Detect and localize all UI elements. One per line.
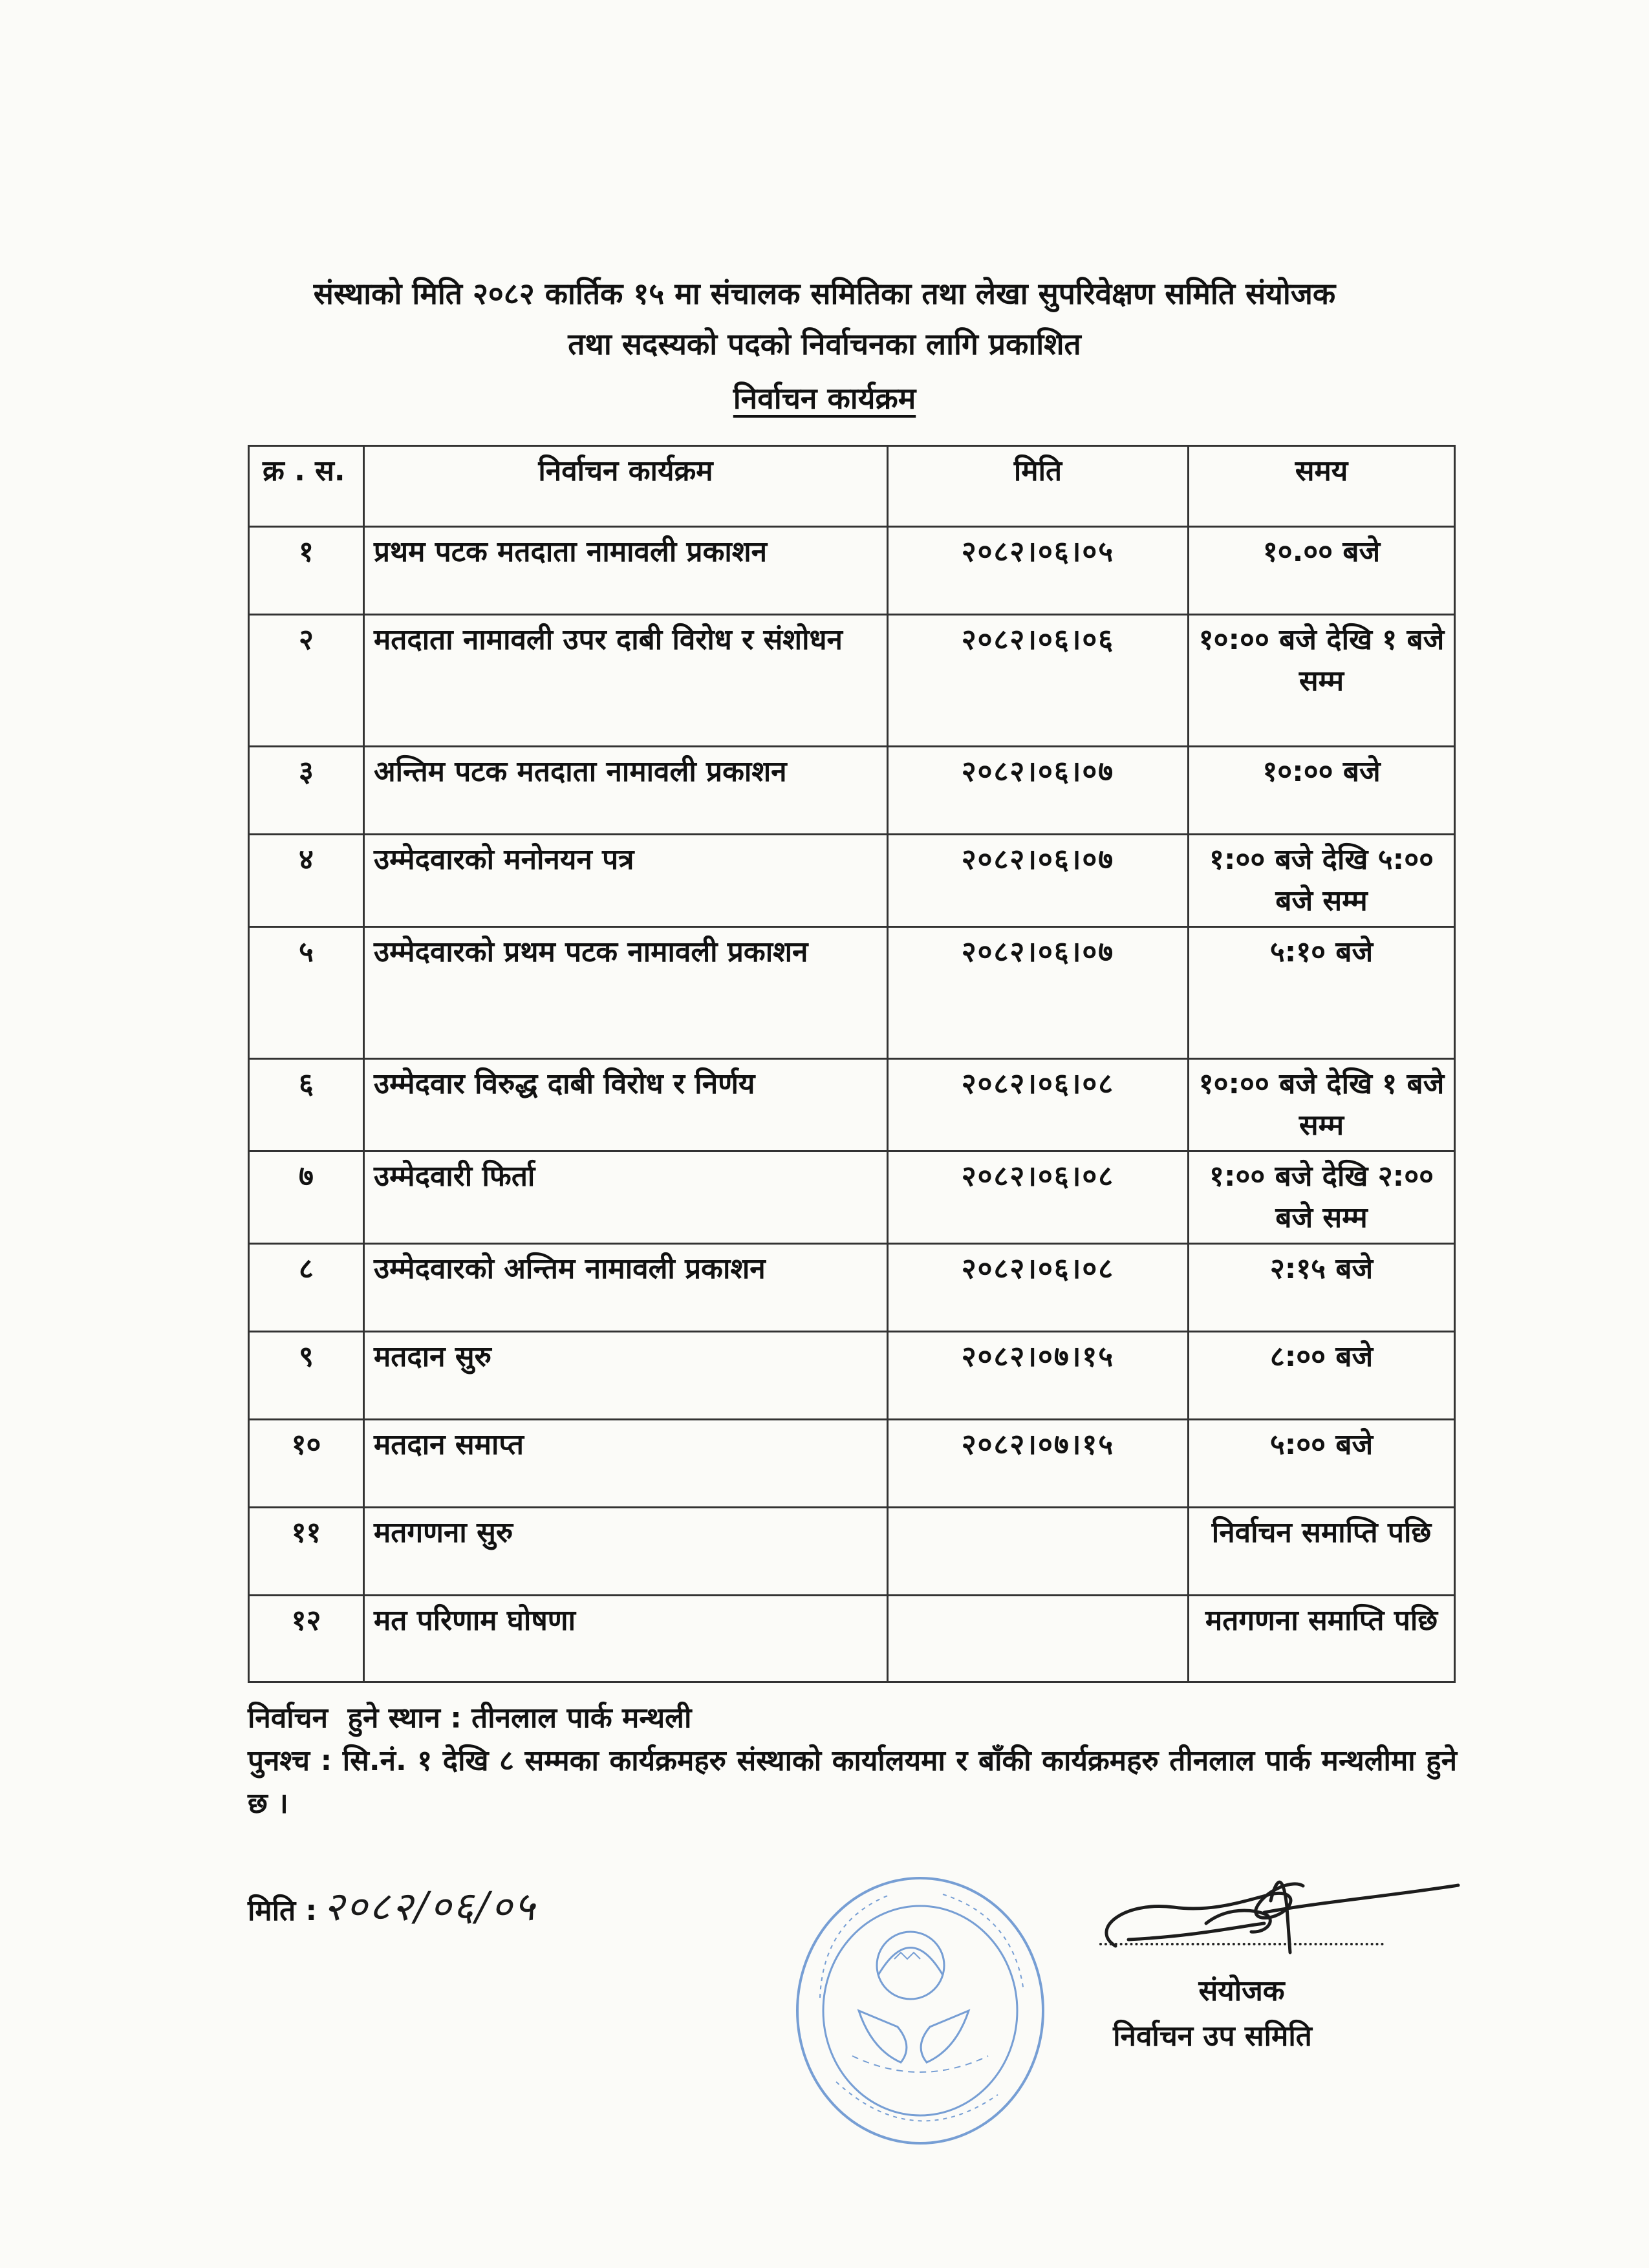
cell-serial: १०	[249, 1420, 364, 1508]
table-row	[249, 1420, 1455, 1508]
cell-time: २:१५ बजे	[1189, 1244, 1455, 1332]
table-header-row	[249, 446, 1455, 527]
cell-program: मतदान सुरु	[364, 1332, 888, 1420]
cell-date: २०८२।०६।०५	[888, 527, 1189, 615]
header-time: समय	[1189, 446, 1455, 527]
cell-time: ५:०० बजे	[1189, 1420, 1455, 1508]
cell-program: मतगणना सुरु	[364, 1508, 888, 1596]
cell-program: उम्मेदवारी फिर्ता	[364, 1151, 888, 1244]
heading-line-1: संस्थाको मिति २०८२ कार्तिक १५ मा संचालक समितिका तथा लेखा सुपरिवेक्षण समिति संयोजक	[313, 276, 1336, 311]
postscript-note: पुनश्च : सि.नं. १ देखि ८ सम्मका कार्यक्रमहरु संस्थाको कार्यालयमा र बाँकी कार्यक्रमहरु तीनलाल पार्क मन्थलीमा हुने छ ।	[248, 1744, 1457, 1820]
notes-section	[248, 1697, 1457, 1825]
cell-time: १:०० बजे देखि ५:०० बजे सम्म	[1189, 835, 1455, 927]
heading-line-2: तथा सदस्यको पदको निर्वाचनका लागि प्रकाशित	[568, 326, 1081, 361]
signatory-block	[1099, 1969, 1384, 2059]
cell-serial: १२	[249, 1596, 364, 1682]
cell-serial: ८	[249, 1244, 364, 1332]
cell-date: २०८२।०६।०८	[888, 1151, 1189, 1244]
table-row	[249, 615, 1455, 747]
table-row	[249, 747, 1455, 835]
table-row	[249, 1151, 1455, 1244]
signatory-body: निर्वाचन उप समिति	[1113, 2020, 1312, 2053]
cell-serial: ५	[249, 927, 364, 1059]
venue-note: निर्वाचन हुने स्थान : तीनलाल पार्क मन्थली	[248, 1702, 692, 1735]
table-row	[249, 1332, 1455, 1420]
table-row	[249, 1244, 1455, 1332]
cell-time: १०.०० बजे	[1189, 527, 1455, 615]
issue-date-label: मिति :	[248, 1894, 318, 1927]
table-row	[249, 527, 1455, 615]
cell-serial: ६	[249, 1059, 364, 1151]
cell-date: २०८२।०७।१५	[888, 1420, 1189, 1508]
cell-date: २०८२।०७।१५	[888, 1332, 1189, 1420]
cell-time: निर्वाचन समाप्ति पछि	[1189, 1508, 1455, 1596]
cell-time: १०:०० बजे देखि १ बजे सम्म	[1189, 615, 1455, 747]
table-row	[249, 927, 1455, 1059]
cell-time: ८:०० बजे	[1189, 1332, 1455, 1420]
cell-serial: ९	[249, 1332, 364, 1420]
cell-program: प्रथम पटक मतदाता नामावली प्रकाशन	[364, 527, 888, 615]
cell-program: मत परिणाम घोषणा	[364, 1596, 888, 1682]
cell-date: २०८२।०६।०७	[888, 835, 1189, 927]
cell-program: मतदान समाप्त	[364, 1420, 888, 1508]
table-row	[249, 1508, 1455, 1596]
cell-time: १:०० बजे देखि २:०० बजे सम्म	[1189, 1151, 1455, 1244]
cell-program: उम्मेदवारको अन्तिम नामावली प्रकाशन	[364, 1244, 888, 1332]
cell-time: मतगणना समाप्ति पछि	[1189, 1596, 1455, 1682]
cell-serial: २	[249, 615, 364, 747]
official-seal-stamp	[781, 1868, 1066, 2153]
issue-date-handwritten: २०८२/०६/०५	[323, 1883, 537, 1930]
cell-date	[888, 1508, 1189, 1596]
cell-serial: १	[249, 527, 364, 615]
cell-date	[888, 1596, 1189, 1682]
cell-time: १०:०० बजे देखि १ बजे सम्म	[1189, 1059, 1455, 1151]
cell-program: उम्मेदवारको प्रथम पटक नामावली प्रकाशन	[364, 927, 888, 1059]
table-row	[249, 835, 1455, 927]
schedule-title: निर्वाचन कार्यक्रम	[733, 381, 916, 416]
cell-program: अन्तिम पटक मतदाता नामावली प्रकाशन	[364, 747, 888, 835]
header-serial: क्र . स.	[249, 446, 364, 527]
table-row	[249, 1596, 1455, 1682]
cell-serial: ४	[249, 835, 364, 927]
cell-serial: ११	[249, 1508, 364, 1596]
cell-serial: ७	[249, 1151, 364, 1244]
cell-program: मतदाता नामावली उपर दाबी विरोध र संशोधन	[364, 615, 888, 747]
signatory-role: संयोजक	[1198, 1974, 1285, 2007]
election-schedule-table	[248, 445, 1456, 1683]
header-date: मिति	[888, 446, 1189, 527]
header-program: निर्वाचन कार्यक्रम	[364, 446, 888, 527]
table-row	[249, 1059, 1455, 1151]
cell-program: उम्मेदवार विरुद्ध दाबी विरोध र निर्णय	[364, 1059, 888, 1151]
signature-line	[1099, 1943, 1384, 1945]
cell-date: २०८२।०६।०८	[888, 1059, 1189, 1151]
cell-date: २०८२।०६।०७	[888, 747, 1189, 835]
cell-time: ५:१० बजे	[1189, 927, 1455, 1059]
cell-date: २०८२।०६।०६	[888, 615, 1189, 747]
cell-time: १०:०० बजे	[1189, 747, 1455, 835]
cell-serial: ३	[249, 747, 364, 835]
cell-date: २०८२।०६।०८	[888, 1244, 1189, 1332]
cell-program: उम्मेदवारको मनोनयन पत्र	[364, 835, 888, 927]
document-heading	[194, 268, 1455, 423]
cell-date: २०८२।०६।०७	[888, 927, 1189, 1059]
issue-date	[248, 1878, 537, 1932]
